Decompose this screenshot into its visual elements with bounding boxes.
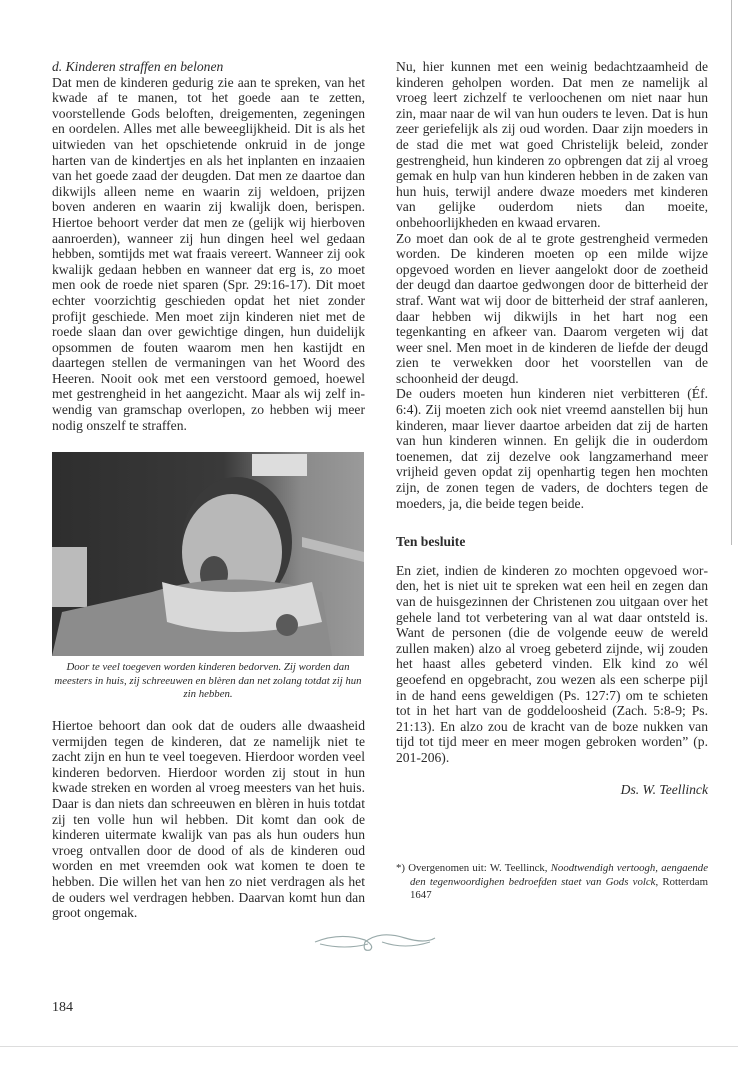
left-column-continued — [52, 718, 365, 921]
body-paragraph: Zo moet dan ook de al te grote gestrengheid vermeden worden. De kinderen moeten op een milde wijze opgevoed worden en liever aangelokt door de zoetheid der deugd dan daartoe gedwongen door de bitterheid der straf. Want wat wij door de bitterheid der straf aanleren, daar hebben wij dikwijls in het hart nog een tegenkanting en afkeer van. Daarom vergeten wij dat weer snel. Men moet in de kinderen de liefde der deugd zien te verwekken door het voorstellen van de schoonheid der deugd. — [396, 230, 708, 386]
crying-child-photo — [52, 452, 364, 656]
conclusion-heading: Ten besluite — [396, 534, 466, 550]
left-column — [52, 59, 365, 433]
right-column — [396, 59, 708, 797]
page-bottom-line — [0, 1046, 738, 1047]
footnote — [396, 862, 708, 903]
page-edge-line — [731, 0, 732, 545]
body-paragraph: En ziet, indien de kinderen zo mochten opgevoed worden, het is niet uit te spreken wat een heil en zegen dan van de huisgezinnen der Christenen zou uitgaan over het gehele land tot verbetering van al wat daar ontsteld is. Want de personen (die de volgende eeuw de wereld zullen maken) alzo al vroeg gebeterd zijnde, wij zouden het haast alles gebeterd vinden. Elk kind zo wél geoefend en opgebracht, zou wezen als een scherpe pijl in de hand eens geweldigen (Ps. 127:7) om te schieten tot in het hart van de goddeloosheid (Zach. 5:8-9; Ps. 21:13). En alzo zou de kracht van de boze nukken van tijd tot tijd meer en meer mogen gebroken worden” (p. 201-206). — [396, 562, 708, 765]
footnote-suffix: , Rotterdam 1647 — [410, 875, 708, 902]
ornament-flourish — [310, 928, 440, 954]
footnote-prefix: *) Overgenomen uit: W. Teellinck, — [396, 862, 551, 874]
body-paragraph: Hiertoe behoort dan ook dat de ouders alle dwaasheid vermijden tegen de kinderen, dat ze namelijk niet te zacht zijn en hun te veel toegeven. Hierdoor worden veel kinderen bedorven. Hierdoor worden zij stout in hun kwade streken en worden al vroeg meesters van het huis. Daar is dan niets dan schreeuwen en blèren in huis totdat zij ten volle hun wil hebben. Dit komt dan ook de kinderen uitermate kwalijk van pas als hun ouders hun vroeg ontvallen door de dood of als de kinderen oud worden en met vreemden ook wat komen te doen te hebben. Die willen het van hen zo niet verdragen als het de ouders wel verdragen hebben. Daarvan komt hun dan groot ongemak. — [52, 718, 365, 921]
photo-caption: Door te veel toegeven worden kinderen bedorven. Zij worden dan meesters in huis, zij schreeuwen en blèren dan net zolang totdat zij hun zin hebben. — [54, 661, 362, 700]
section-heading: d. Kinderen straffen en belonen — [52, 59, 224, 74]
body-paragraph: Dat men de kinderen gedurig zie aan te spreken, van het kwade af te manen, tot het goede aan te zetten, voorstellende Gods beloften, dreigementen, zegeningen en oordelen. Alles met alle beweeglijkheid. Dit is als het uitwieden van het opschietende onkruid in de jonge harten van de kindertjes en als het inplanten en inzaaien van het goede zaad der deugden. Dat men ze daartoe dan dikwijls alleen neme en waarin zij weldoen, prijzen boven anderen en waarin zij kwalijk doen, berispen. Hiertoe behoort verder dat men ze (gelijk wij hierboven aanroerden), wanneer zij hun dingen heel wel gedaan hebben, somtijds met wat fraais vereert. Wanneer zij ook kwalijk gedaan hebben en wanneer dat erg is, zo moet men ook de roede niet sparen (Spr. 29:16-17). Dit moet echter voorzichtig geschieden opdat het niet zonder profijt geschiede. Men moet zijn kinderen niet met de roede slaan dan over gewichtige dingen, hun duidelijk opsommen de fouten waarom men hen kastijdt en daartegen stellen de vermaningen van het Woord des Heeren. Nooit ook met een verstoord gemoed, hoewel met gestrengheid in het aangezicht. Maar als wij zelf inwendig van gramschap overlopen, zo hebben wij meer nodig onszelf te straffen. — [52, 74, 365, 433]
page-number: 184 — [52, 1000, 73, 1015]
footnote-book-title: Noodtwendigh vertoogh, aengaende den tegenwoordighen bedroefden staet van Gods volck — [410, 862, 709, 888]
body-paragraph: De ouders moeten hun kinderen niet verbitteren (Éf. 6:4). Zij moeten zich ook niet vreemd aanstellen bij hun kinderen, maar liever daartoe arbeiden dat zij de harten van hun kinderen winnen. En gelijk die in ouderdom toenemen, dat zij dezelve ook langzamerhand meer vrijheid geven opdat zij openhartig tegen hen mochten zijn, de zonen tegen de vaders, de dochters tegen de moeders, ja, die beide tegen beide. — [396, 386, 708, 511]
body-paragraph: Nu, hier kunnen met een weinig bedachtzaamheid de kinderen geholpen worden. Dat men ze namelijk al vroeg leert zichzelf te verloochenen om niet naar hun zin, maar naar de wil van hun ouders te leven. Dat is hun zeer geriefelijk als zij oud worden. Daar zijn moeders in de stad die met wat goed Christelijk beleid, zonder gestrengheid, hun kinderen zo opbrengen dat zij al vroeg gemak en hulp van hun kinderen hebben in de zaken van hun huis, terwijl andere dwaze moeders met kinderen van gelijke ouderdom niets dan moeite, onbehoorlijkheden en kwaad ervaren. — [396, 59, 708, 230]
author-signature: Ds. W. Teellinck — [620, 781, 708, 797]
